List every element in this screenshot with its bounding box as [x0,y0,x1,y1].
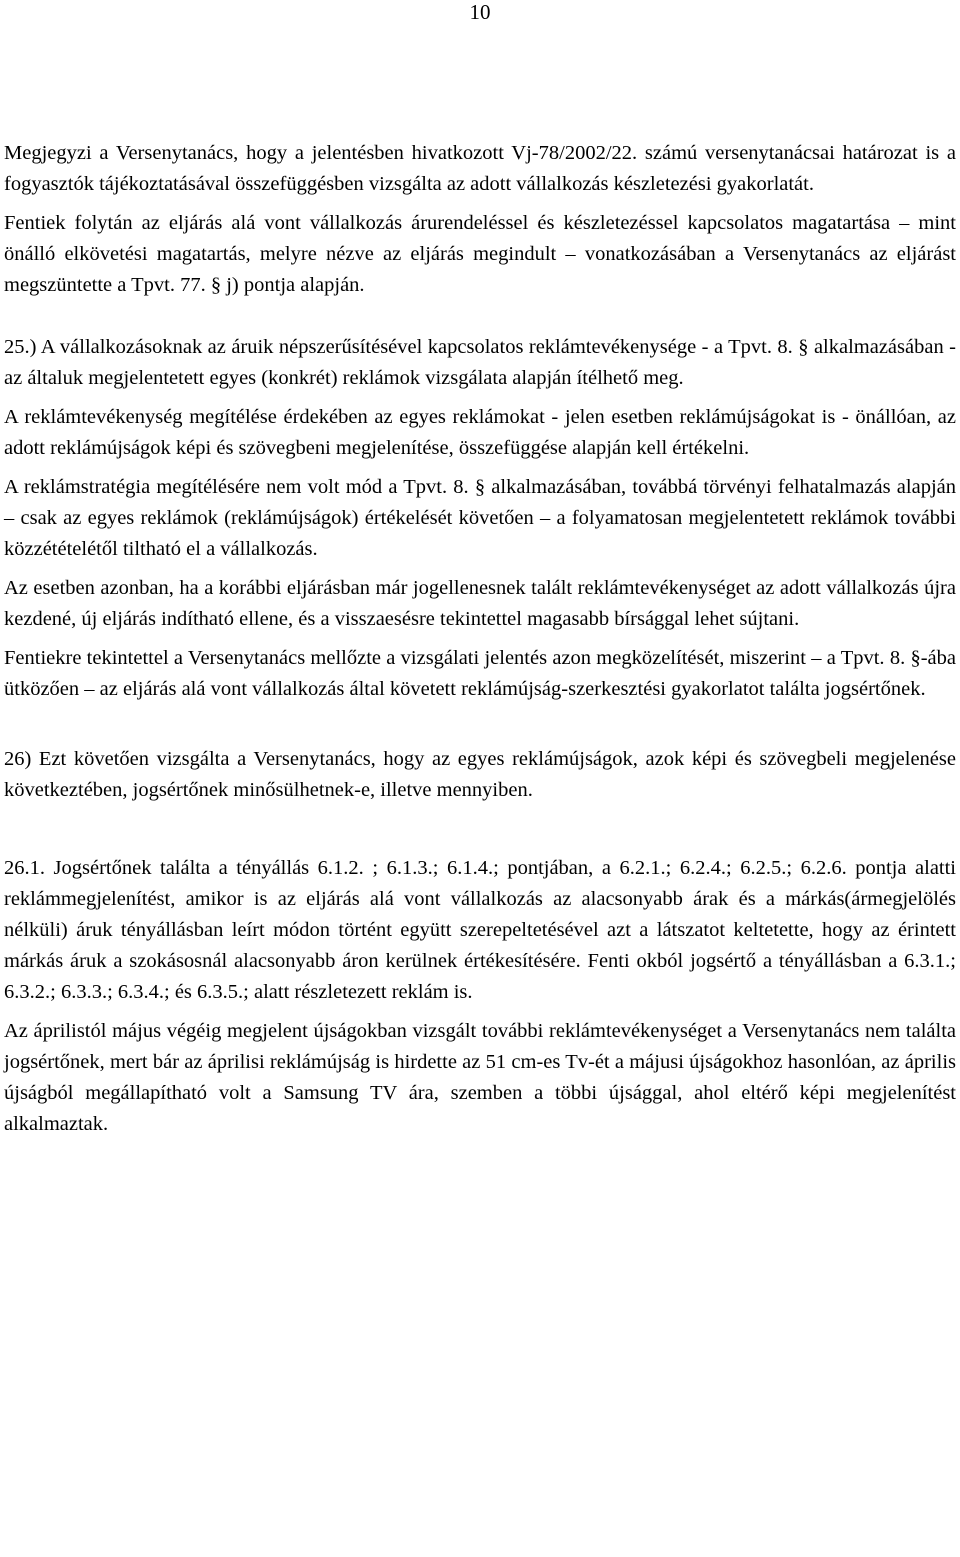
paragraph-reklamtevekenyseg: A reklámtevékenység megítélése érdekében az egyes reklámokat - jelen esetben reklámújságokat is - önállóan, az adott reklámújságok képi és szövegbeni megjelenítése, összefüggése alapján kell értékelni. [4,406,956,459]
paragraph-reklamstrategia: A reklámstratégia megítélésére nem volt mód a Tpvt. 8. § alkalmazásában, továbbá törvényi felhatalmazás alapján – csak az egyes reklámok (reklámújságok) értékelését követően – a folyamatosan megjelentetett reklámok további közzétételétől tiltható el a vállalkozás. [4,476,956,560]
paragraph-fentiek: Fentiek folytán az eljárás alá vont vállalkozás árurendeléssel és készletezéssel kapcsolatos magatartása – mint önálló elkövetési magatartás, melyre nézve az eljárás megindult – vonatkozásában a Versenytanács az eljárást megszüntette a Tpvt. 77. § j) pontja alapján. [4,212,956,296]
paragraph-25: 25.) A vállalkozásoknak az áruik népszerűsítésével kapcsolatos reklámtevékenysége - a Tpvt. 8. § alkalmazásában - az általuk megjelentetett egyes (konkrét) reklámok vizsgálata alapján ítélhető meg. [4,336,956,389]
paragraph-fentiekre: Fentiekre tekintettel a Versenytanács mellőzte a vizsgálati jelentés azon megközelítését, miszerint – a Tpvt. 8. §-ába ütközően – az eljárás alá vont vállalkozás által követett reklámújság-szerkesztési gyakorlatot találta jogsértőnek. [4,647,956,700]
paragraph-megjegyzi: Megjegyzi a Versenytanács, hogy a jelentésben hivatkozott Vj-78/2002/22. számú versenytanácsai határozat is a fogyasztók tájékoztatásával összefüggésben vizsgálta az adott vállalkozás készletezési gyakorlatát. [4,142,956,195]
paragraph-26: 26) Ezt követően vizsgálta a Versenytanács, hogy az egyes reklámújságok, azok képi és szövegbeli megjelenése következtében, jogsértőnek minősülhetnek-e, illetve mennyiben. [4,748,956,801]
page-number: 10 [469,0,491,24]
paragraph-az-esetben: Az esetben azonban, ha a korábbi eljárásban már jogellenesnek talált reklámtevékenységet az adott vállalkozás újra kezdené, új eljárás indítható ellene, és a visszaesésre tekintettel magasabb bírsággal lehet sújtani. [4,577,956,630]
paragraph-26-1: 26.1. Jogsértőnek találta a tényállás 6.1.2. ; 6.1.3.; 6.1.4.; pontjában, a 6.2.1.; 6.2.4.; 6.2.5.; 6.2.6. pontja alatti reklámmegjelenítést, amikor is az eljárás alá vont vállalkozás az alacsonyabb árak és a márkás(ármegjelölés nélküli) áruk tényállásban leírt módon történt együtt szerepeltetésével azt a látszatot keltetette, hogy az érintett márkás áruk a szokásosnál alacsonyabb áron kerülnek értékesítésére. Fenti okból jogsértő a tényállásban a 6.3.1.; 6.3.2.; 6.3.3.; 6.3.4.; és 6.3.5.; alatt részletezett reklám is. [4,857,956,1003]
paragraph-aprilistol: Az áprilistól május végéig megjelent újságokban vizsgált további reklámtevékenységet a Versenytanács nem találta jogsértőnek, mert bár az áprilisi reklámújság is hirdette az 51 cm-es Tv-ét a májusi újságokhoz hasonlóan, az április újságból megállapítható volt a Samsung TV ára, szemben a többi újsággal, ahol eltérő képi megjelenítést alkalmaztak. [4,1020,956,1135]
document-body [4,138,956,1140]
